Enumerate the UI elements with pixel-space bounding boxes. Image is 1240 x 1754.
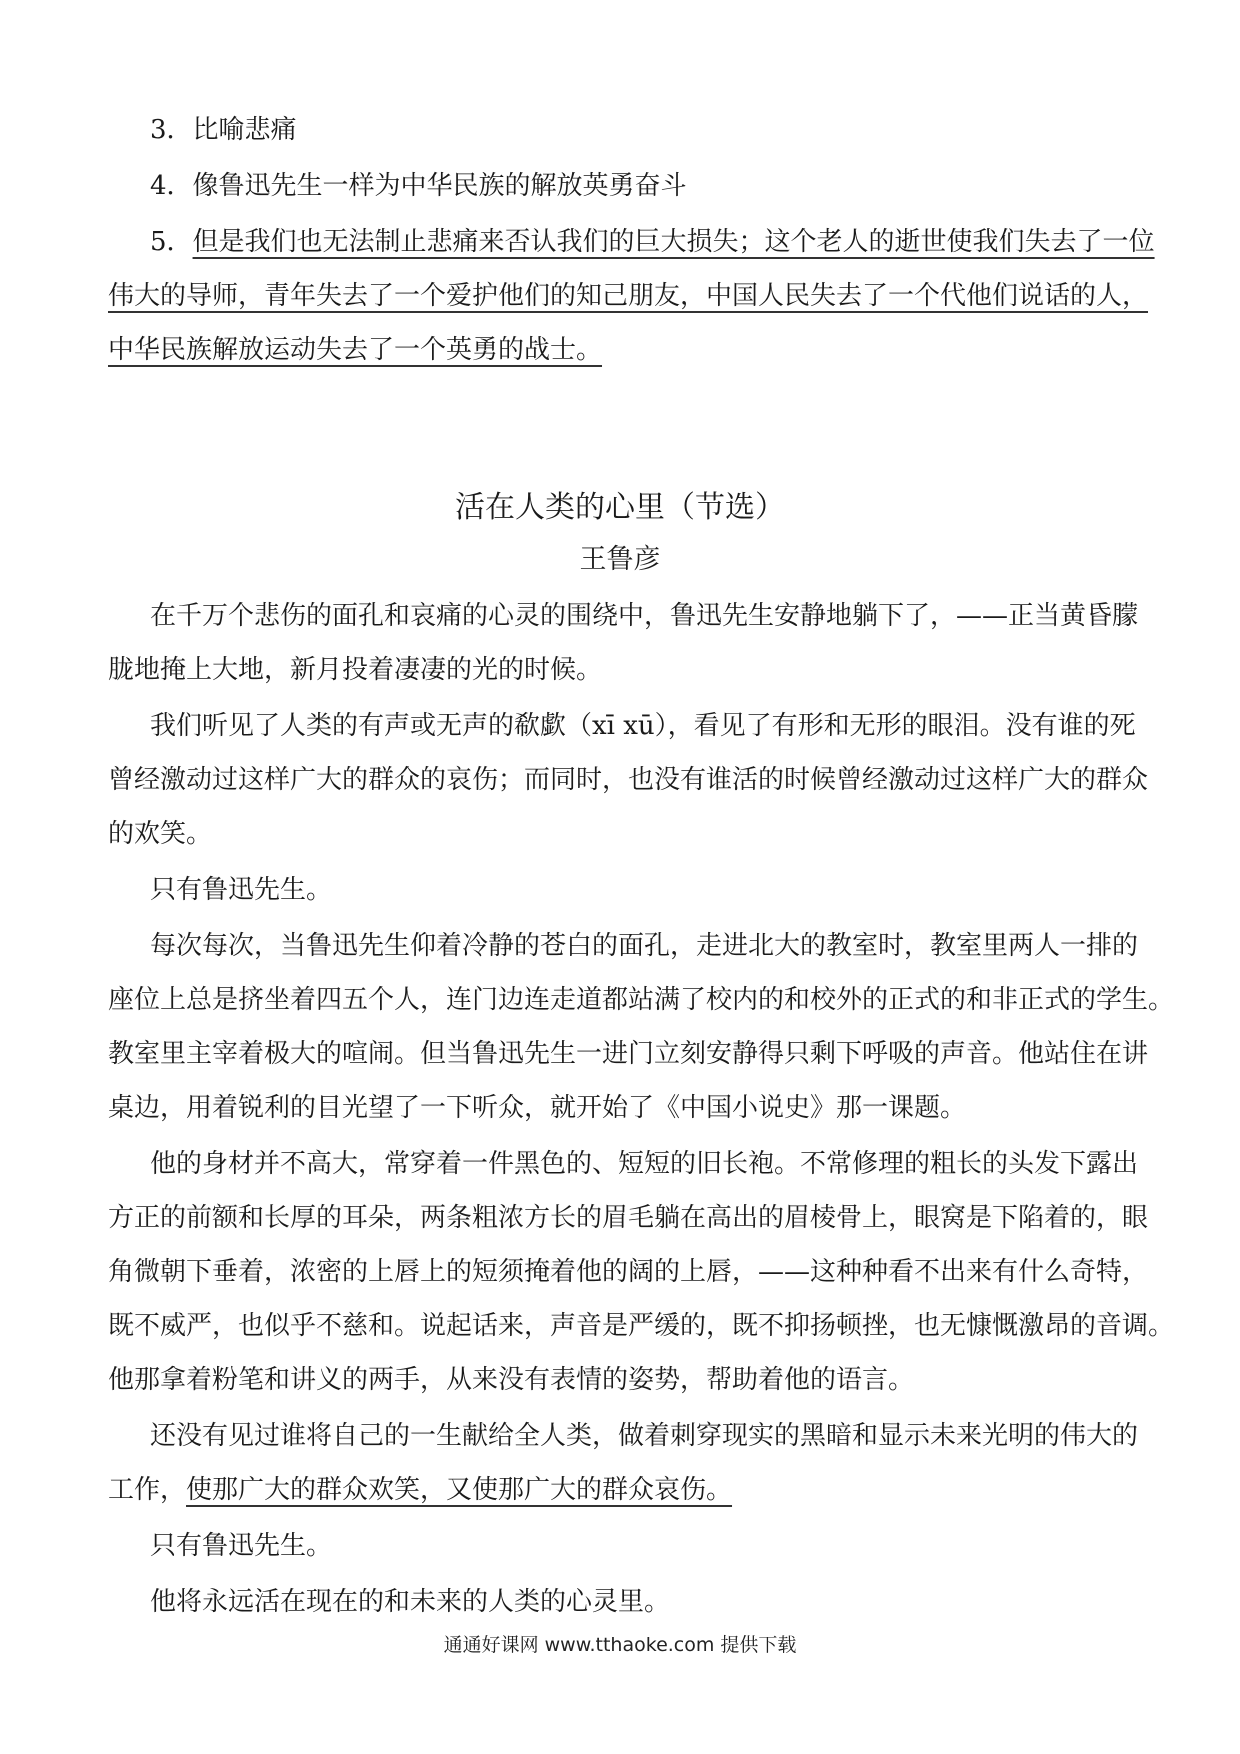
- answer-5-line-3: 中华民族解放运动失去了一个英勇的战士。: [108, 335, 603, 365]
- paragraph-6-underlined-sentence: 使那广大的群众欢笑，又使那广大的群众哀伤。: [186, 1475, 733, 1505]
- paragraph-4-line-3: 教室里主宰着极大的喧闹。但当鲁迅先生一进门立刻安静得只剩下呼吸的声音。他站住在讲: [108, 1039, 1149, 1069]
- answer-5-line-2: 伟大的导师，青年失去了一个爱护他们的知己朋友，中国人民失去了一个代他们说话的人，: [108, 281, 1149, 311]
- paragraph-6-line-1: 还没有见过谁将自己的一生献给全人类，做着刺穿现实的黑暗和显示未来光明的伟大的: [150, 1421, 1139, 1451]
- paragraph-2-line-3: 的欢笑。: [108, 819, 213, 849]
- answer-5-number: 5．: [150, 227, 193, 257]
- paragraph-5-line-2: 方正的前额和长厚的耳朵，两条粗浓方长的眉毛躺在高出的眉棱骨上，眼窝是下陷着的，眼: [108, 1203, 1149, 1233]
- paragraph-4-line-4: 桌边，用着锐利的目光望了一下听众，就开始了《中国小说史》那一课题。: [108, 1093, 967, 1123]
- article-title: 活在人类的心里（节选）: [455, 490, 785, 525]
- paragraph-1-line-1: 在千万个悲伤的面孔和哀痛的心灵的围绕中，鲁迅先生安静地躺下了，——正当黄昏朦: [150, 601, 1139, 631]
- answer-4: 4．像鲁迅先生一样为中华民族的解放英勇奋斗: [150, 171, 687, 201]
- article-author: 王鲁彦: [579, 544, 661, 575]
- paragraph-5-line-3: 角微朝下垂着，浓密的上唇上的短须掩着他的阔的上唇，——这种种看不出来有什么奇特，: [108, 1257, 1149, 1287]
- paragraph-6-line-2-prefix: 工作，: [108, 1475, 187, 1505]
- paragraph-2-line-1: 我们听见了人类的有声或无声的欷歔（xī xū），看见了有形和无形的眼泪。没有谁的死: [150, 711, 1136, 741]
- paragraph-3-line-1: 只有鲁迅先生。: [150, 875, 333, 905]
- paragraph-5-line-5: 他那拿着粉笔和讲义的两手，从来没有表情的姿势，帮助着他的语言。: [108, 1365, 915, 1395]
- paragraph-8-line-1: 他将永远活在现在的和未来的人类的心灵里。: [150, 1587, 671, 1617]
- paragraph-1-line-2: 胧地掩上大地，新月投着凄凄的光的时候。: [108, 655, 603, 685]
- paragraph-2-line-2: 曾经激动过这样广大的群众的哀伤；而同时，也没有谁活的时候曾经激动过这样广大的群众: [108, 765, 1149, 795]
- answer-5-underlined-text: 但是我们也无法制止悲痛来否认我们的巨大损失；这个老人的逝世使我们失去了一位: [192, 227, 1155, 257]
- paragraph-6-line-2: [108, 1472, 732, 1508]
- page-footer: 通通好课网 www.tthaoke.com 提供下载: [443, 1634, 797, 1656]
- paragraph-4-line-1: 每次每次，当鲁迅先生仰着冷静的苍白的面孔，走进北大的教室时，教室里两人一排的: [150, 931, 1139, 961]
- answer-3: 3．比喻悲痛: [150, 115, 297, 145]
- answer-5-line-1: [150, 224, 1155, 260]
- paragraph-4-line-2: 座位上总是挤坐着四五个人，连门边连走道都站满了校内的和校外的正式的和非正式的学生。: [108, 985, 1175, 1015]
- paragraph-5-line-4: 既不威严，也似乎不慈和。说起话来，声音是严缓的，既不抑扬顿挫，也无慷慨激昂的音调。: [108, 1311, 1175, 1341]
- paragraph-7-line-1: 只有鲁迅先生。: [150, 1531, 333, 1561]
- paragraph-5-line-1: 他的身材并不高大，常穿着一件黑色的、短短的旧长袍。不常修理的粗长的头发下露出: [150, 1149, 1139, 1179]
